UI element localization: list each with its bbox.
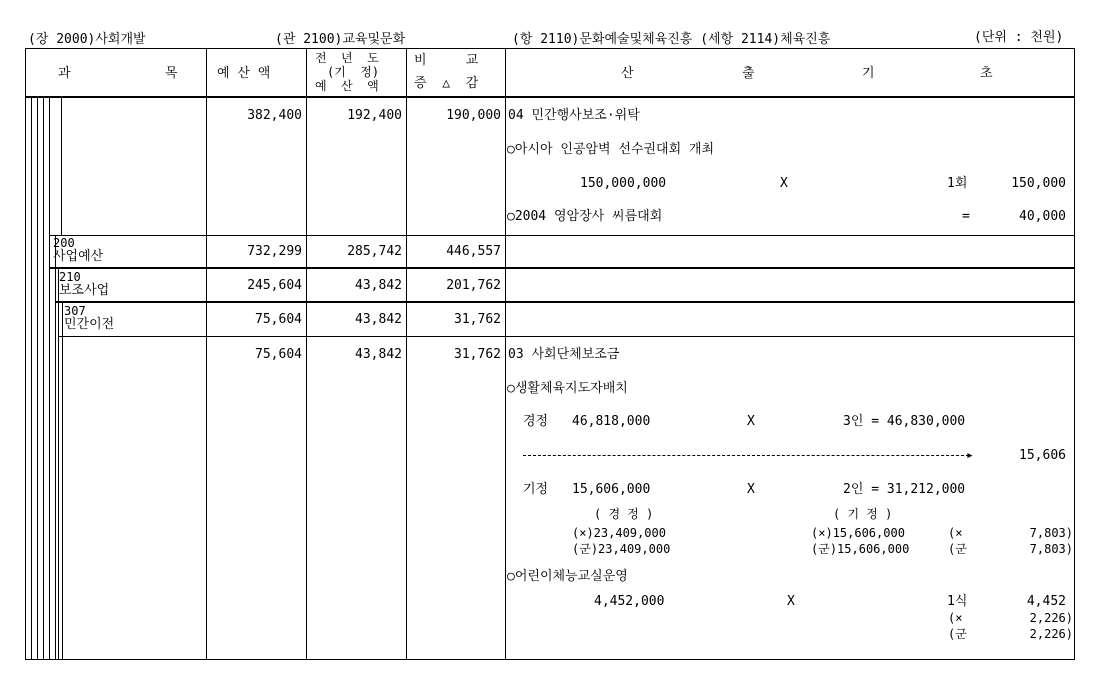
gy-hdr: ( 경 정 ) — [594, 507, 654, 521]
dashed-arrow: ▸ — [966, 448, 974, 463]
gi-label: 기정 — [523, 482, 549, 497]
row1-prev: 192,400 — [347, 108, 402, 123]
header-basis-4: 초 — [980, 66, 993, 81]
row307-diff: 31,762 — [454, 312, 501, 327]
header-prev-1: 전 년 도 — [315, 51, 379, 65]
gi-line-1: (×)15,606,000 — [811, 526, 905, 540]
table-top-border — [25, 48, 1075, 49]
gyeong-amount: 46,818,000 — [572, 414, 651, 429]
gyeong-label: 경정 — [523, 414, 549, 429]
row210-name: 보조사업 — [59, 283, 110, 298]
header-bottom-border — [25, 96, 1075, 98]
row1-budget: 382,400 — [247, 108, 302, 123]
table-right-border — [1074, 48, 1075, 660]
kids-s1a: (× — [948, 611, 963, 625]
row-sep-200-top — [49, 235, 1075, 236]
ssireum-total: 40,000 — [1019, 209, 1066, 224]
kids-s2b: 2,226) — [1029, 627, 1073, 641]
row5-prev: 43,842 — [355, 347, 402, 362]
split-2b: 7,803) — [1029, 542, 1073, 556]
split-1a: (× — [948, 526, 963, 540]
header-basis-3: 기 — [862, 66, 875, 81]
kids-title: ○어린이체능교실운영 — [507, 569, 628, 584]
row200-name: 사업예산 — [53, 249, 104, 264]
kids-x: X — [787, 594, 795, 609]
asia-total: 150,000 — [1011, 176, 1066, 191]
header-prev-2: (기 정) — [327, 65, 380, 79]
row200-diff: 446,557 — [446, 244, 501, 259]
row210-prev: 43,842 — [355, 278, 402, 293]
unit-label: (단위 : 천원) — [974, 30, 1064, 45]
tree-line-2 — [37, 96, 38, 660]
gi-hdr: ( 기 정 ) — [833, 507, 893, 521]
row210-code: 210 — [59, 270, 81, 284]
gyeong-calc: 3인 = 46,830,000 — [843, 414, 966, 429]
table-bottom-border — [25, 659, 1075, 660]
life-title: ○생활체육지도자배치 — [507, 381, 628, 396]
asia-count: 1회 — [947, 176, 968, 191]
kids-total: 4,452 — [1026, 594, 1066, 609]
tree-line-3 — [43, 96, 44, 660]
asia-amount: 150,000,000 — [580, 176, 667, 191]
hang-label: (항 2110)문화예술및체육진흥 (세항 2114)체육진흥 — [512, 32, 831, 47]
row-sep-307-top — [55, 301, 1075, 303]
jang-label: (장 2000)사회개발 — [28, 32, 146, 47]
gi-x: X — [747, 482, 755, 497]
dash-total: 15,606 — [1019, 448, 1066, 463]
gy-line-2: (군)23,409,000 — [572, 542, 671, 556]
row5-basis: 03 사회단체보조금 — [508, 347, 620, 362]
row307-prev: 43,842 — [355, 312, 402, 327]
header-basis-1: 산 — [621, 66, 634, 81]
row1-diff: 190,000 — [446, 108, 501, 123]
col-sep-basis — [505, 48, 506, 660]
kids-s2a: (군 — [948, 627, 967, 641]
kids-amount: 4,452,000 — [594, 594, 665, 609]
row-sep-307-bottom — [58, 336, 1075, 337]
ssireum-eq: = — [962, 209, 970, 224]
table-left-border — [25, 48, 26, 660]
tree-line-5 — [55, 235, 56, 660]
row210-diff: 201,762 — [446, 278, 501, 293]
row200-budget: 732,299 — [247, 244, 302, 259]
kids-count: 1식 — [947, 594, 968, 609]
header-gwamok-b: 목 — [165, 66, 178, 81]
header-basis-2: 출 — [742, 66, 755, 81]
gi-calc: 2인 = 31,212,000 — [843, 482, 966, 497]
tree-line-1 — [31, 96, 32, 660]
row200-prev: 285,742 — [347, 244, 402, 259]
row5-budget: 75,604 — [255, 347, 302, 362]
split-2a: (군 — [948, 542, 967, 556]
asia-title: ○아시아 인공암벽 선수권대회 개최 — [507, 142, 715, 157]
kids-s1b: 2,226) — [1029, 611, 1073, 625]
row307-budget: 75,604 — [255, 312, 302, 327]
header-cmp-1: 비 교 — [414, 53, 479, 68]
row200-code: 200 — [53, 236, 75, 250]
gi-amount: 15,606,000 — [572, 482, 651, 497]
gwan-label: (관 2100)교육및문화 — [275, 32, 406, 47]
gy-line-1: (×)23,409,000 — [572, 526, 666, 540]
row-sep-210-top — [49, 267, 1075, 269]
tree-line-4 — [49, 96, 50, 660]
tree-line-6a — [61, 96, 62, 235]
header-budget: 예 산 액 — [217, 66, 271, 81]
gyeong-x: X — [747, 414, 755, 429]
header-prev-3: 예 산 액 — [315, 79, 379, 93]
gi-line-2: (군)15,606,000 — [811, 542, 910, 556]
dashed-leader — [523, 455, 969, 456]
header-cmp-2: 증 △ 감 — [414, 76, 479, 91]
header-gwamok-a: 과 — [58, 66, 71, 81]
tree-line-7 — [62, 303, 63, 660]
tree-line-6b — [58, 269, 59, 660]
row307-code: 307 — [64, 304, 86, 318]
row5-diff: 31,762 — [454, 347, 501, 362]
row1-basis: 04 민간행사보조·위탁 — [508, 108, 640, 123]
asia-x: X — [780, 176, 788, 191]
split-1b: 7,803) — [1029, 526, 1073, 540]
row307-name: 민간이전 — [64, 317, 115, 332]
row210-budget: 245,604 — [247, 278, 302, 293]
ssireum-title: ○2004 영암장사 씨름대회 — [507, 209, 663, 224]
